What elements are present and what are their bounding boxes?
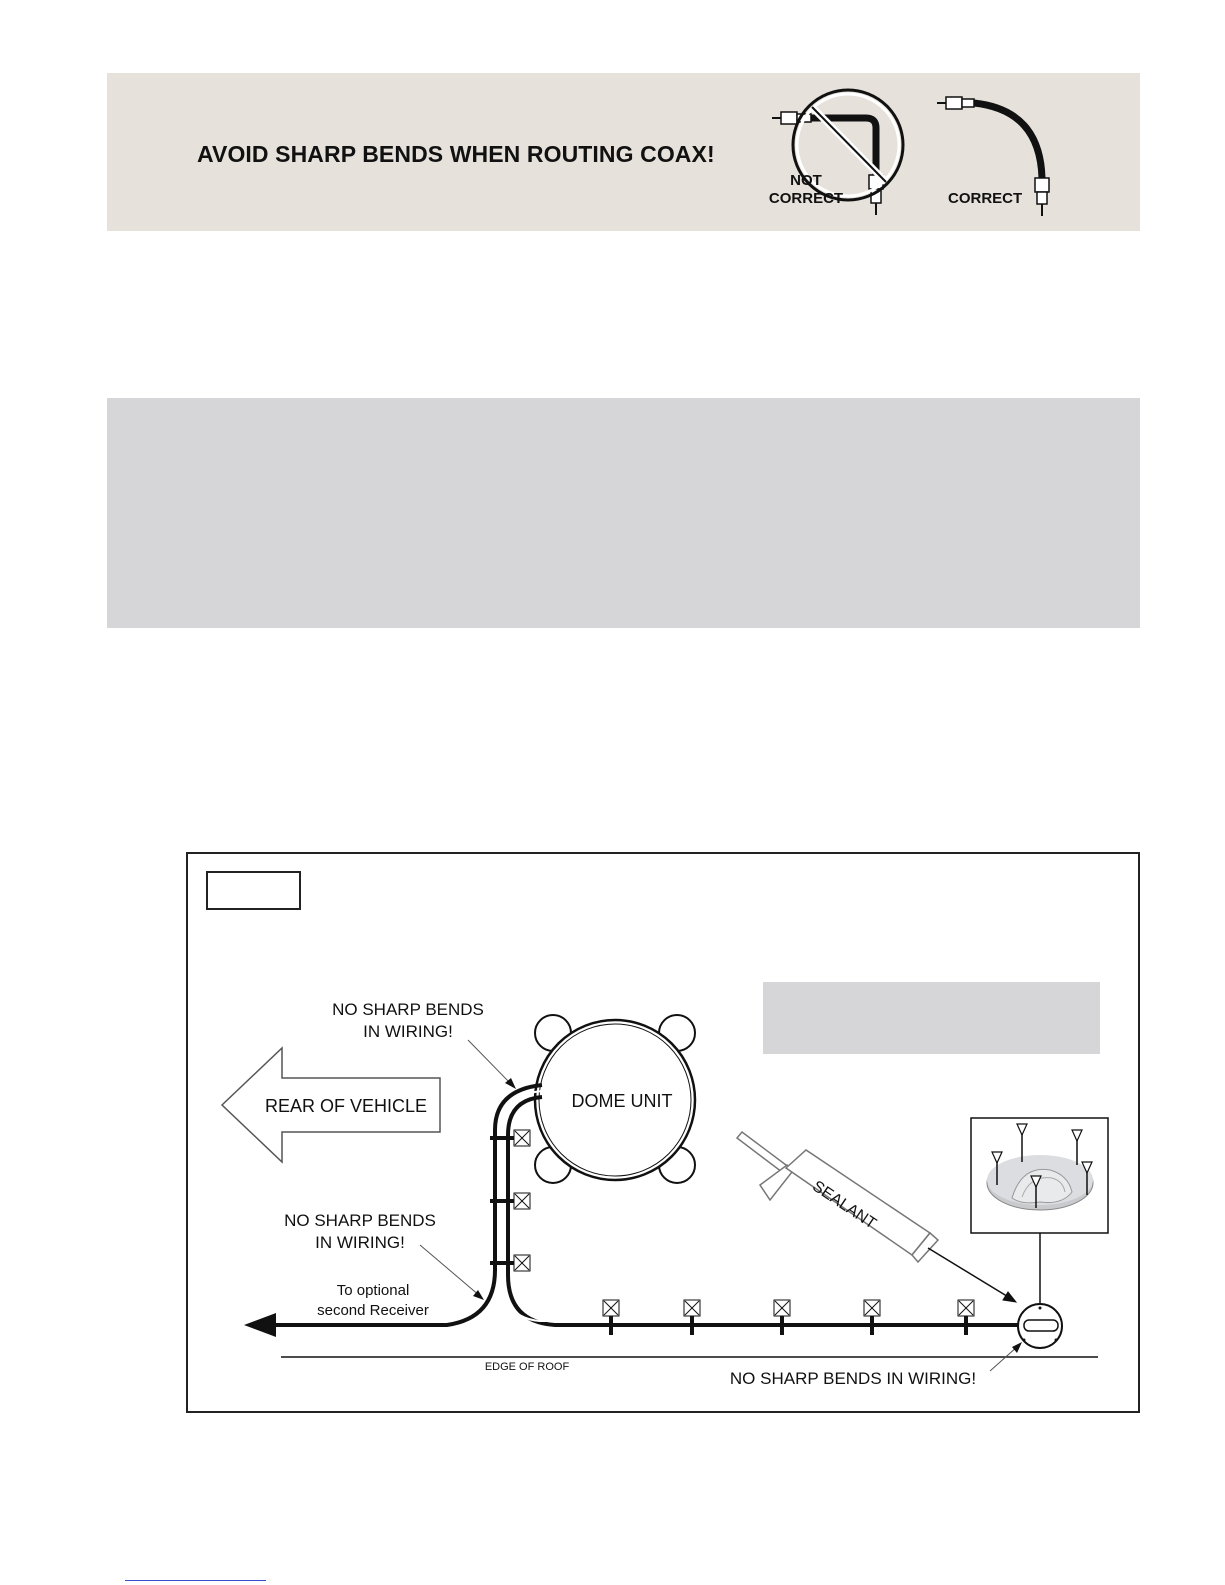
optional-receiver-line1: To optional (336, 1282, 410, 1299)
sealant-label: SEALANT (809, 1177, 880, 1233)
cable-clip-icon (864, 1300, 880, 1335)
correct-label: CORRECT (948, 190, 1023, 207)
cable-clip-icon (684, 1300, 700, 1335)
roof-entry-plate (1018, 1304, 1062, 1348)
edge-of-roof-label: EDGE OF ROOF (484, 1361, 570, 1373)
optional-receiver-line2: second Receiver (317, 1302, 429, 1319)
no-bends-left-line2: IN WIRING! (315, 1233, 405, 1252)
arrow-left-icon (244, 1313, 276, 1337)
cable-clip-icon (603, 1300, 619, 1335)
not-correct-line1: NOT (790, 172, 822, 189)
entry-plate-detail (971, 1118, 1108, 1233)
no-bends-top-line2: IN WIRING! (363, 1022, 453, 1041)
not-correct-line2: CORRECT (768, 190, 844, 207)
banner-heading: AVOID SHARP BENDS WHEN ROUTING COAX! (197, 141, 715, 167)
dome-unit-label: DOME UNIT (571, 1091, 673, 1111)
footer-link-underline[interactable] (125, 1580, 266, 1581)
no-bends-bottom-label: NO SHARP BENDS IN WIRING! (729, 1369, 977, 1388)
no-bends-top-line1: NO SHARP BENDS (332, 1000, 484, 1019)
cable-clip-icon (958, 1300, 974, 1335)
rear-of-vehicle-label: REAR OF VEHICLE (264, 1096, 428, 1116)
cable-clip-icon (774, 1300, 790, 1335)
no-bends-left-line1: NO SHARP BENDS (284, 1211, 436, 1230)
